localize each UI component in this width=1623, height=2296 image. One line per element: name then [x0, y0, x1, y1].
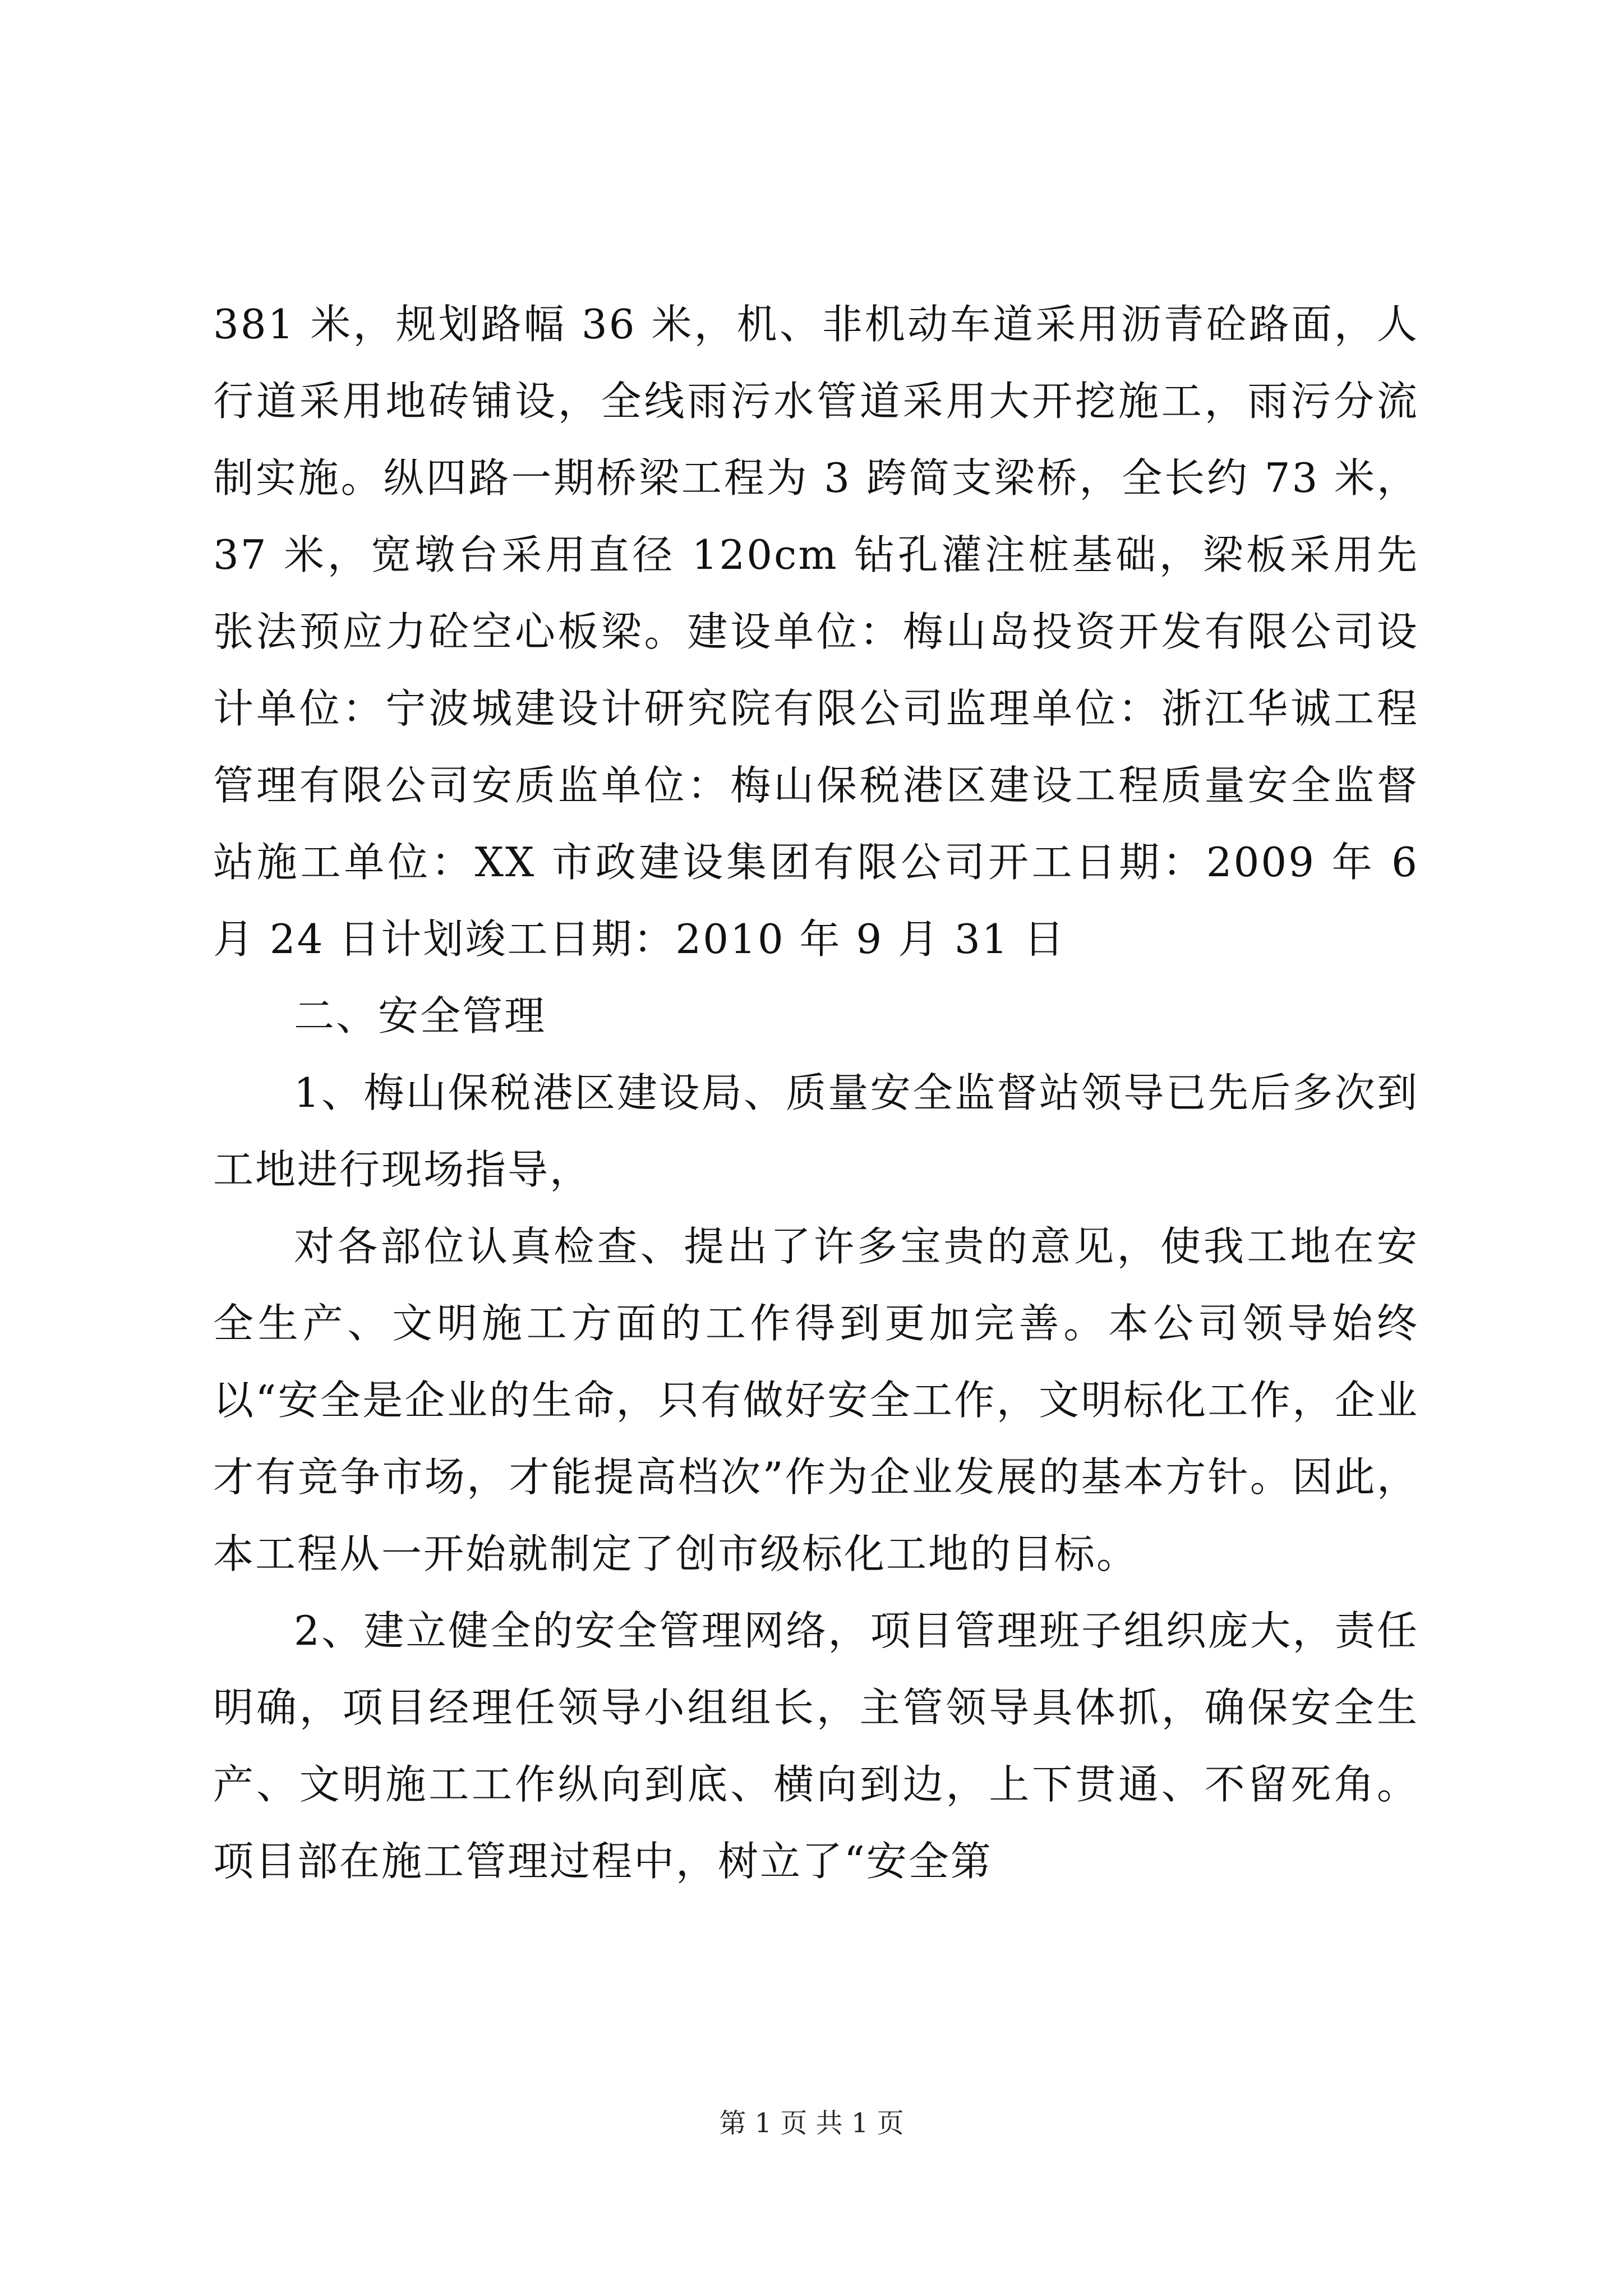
paragraph-project-overview: 381 米，规划路幅 36 米，机、非机动车道采用沥青砼路面，人行道采用地砖铺设，全线雨污水管道采用大开挖施工，雨污分流制实施。纵四路一期桥梁工程为 3 跨简支梁桥，全长约 73 米，37 米，宽墩台采用直径 120cm 钻孔灌注桩基础，梁板采用先张法预应力砼空心板梁。建设单位：梅山岛投资开发有限公司设计单位：宁波城建设计研究院有限公司监理单位：浙江华诚工程管理有限公司安质监单位：梅山保税港区建设工程质量安全监督站施工单位：XX 市政建设集团有限公司开工日期：2009 年 6 月 24 日计划竣工日期：2010 年 9 月 31 日	[213, 301, 1419, 963]
paragraph-item-2: 2、建立健全的安全管理网络，项目管理班子组织庞大，责任明确，项目经理任领导小组组长，主管领导具体抓，确保安全生产、文明施工工作纵向到底、横向到边，上下贯通、不留死角。项目部在施工管理过程中，树立了“安全第	[213, 1607, 1419, 1885]
paragraph-item-1: 1、梅山保税港区建设局、质量安全监督站领导已先后多次到工地进行现场指导，	[213, 1069, 1419, 1193]
paragraph-item-1-continued: 对各部位认真检查、提出了许多宝贵的意见，使我工地在安全生产、文明施工方面的工作得到更加完善。本公司领导始终以“安全是企业的生命，只有做好安全工作，文明标化工作，企业才有竞争市场，才能提高档次”作为企业发展的基本方针。因此，本工程从一开始就制定了创市级标化工地的目标。	[213, 1223, 1419, 1577]
page-footer: 第 1 页 共 1 页	[719, 2108, 904, 2139]
document-body	[213, 286, 1419, 1900]
section-heading-safety-management: 二、安全管理	[294, 992, 547, 1039]
